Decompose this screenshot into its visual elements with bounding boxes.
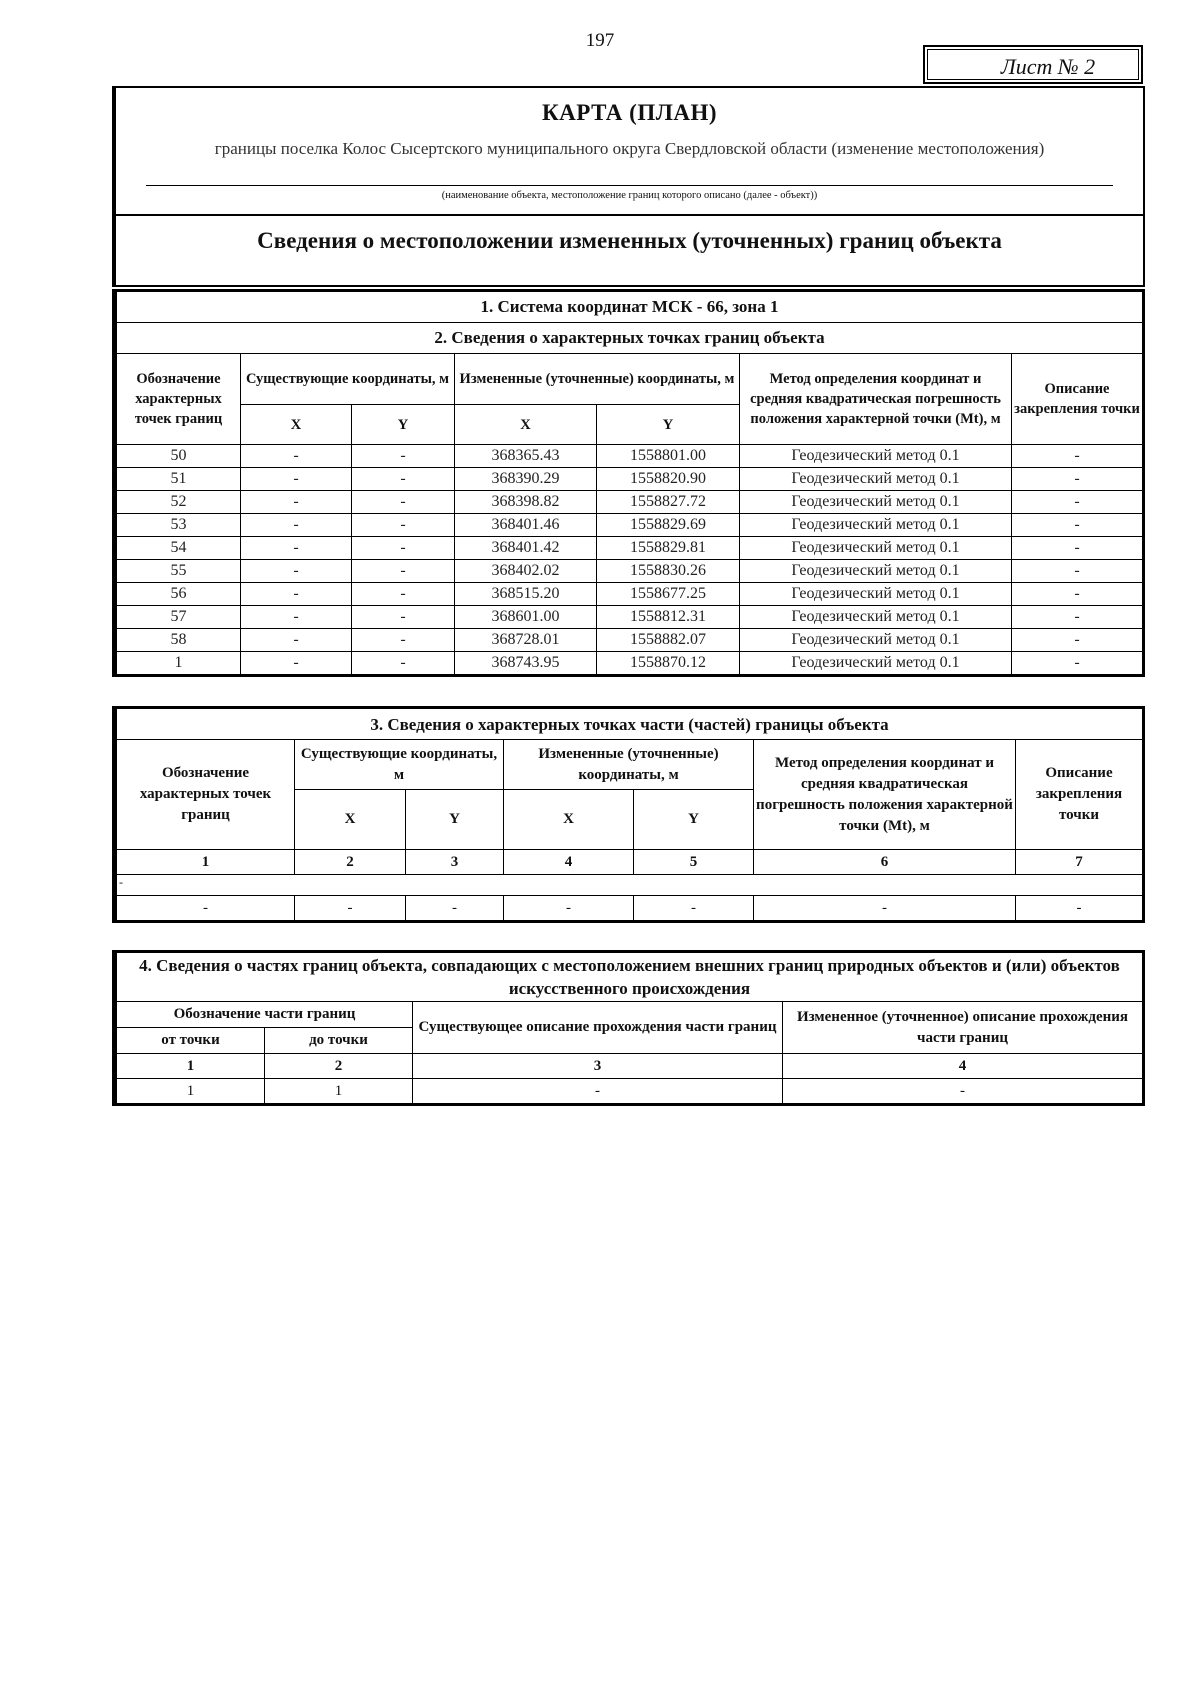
col-changed-description: Измененное (уточненное) описание прохождения части границ (783, 1002, 1143, 1054)
table-cell: - (295, 896, 406, 921)
table-cell: - (1012, 468, 1143, 491)
table-cell: - (1012, 445, 1143, 468)
table-cell: - (241, 468, 352, 491)
table-cell: - (634, 896, 754, 921)
table-cell: - (352, 537, 455, 560)
document-subtitle: границы поселка Колос Сысертского муниципального округа Свердловской области (изменение местоположения) (214, 139, 1045, 158)
table-cell: Геодезический метод 0.1 (740, 629, 1012, 652)
col-number: 1 (117, 850, 295, 875)
col-number: 1 (117, 1054, 265, 1079)
col-changed: Измененные (уточненные) координаты, м (504, 740, 754, 790)
table-row (117, 514, 1143, 537)
table-cell: 55 (117, 560, 241, 583)
table-cell: - (241, 537, 352, 560)
table-cell: - (406, 896, 504, 921)
table-cell: - (241, 514, 352, 537)
col-y: Y (597, 405, 740, 445)
page-number: 197 (585, 30, 615, 51)
table-cell: - (1012, 514, 1143, 537)
table-cell: 1558677.25 (597, 583, 740, 606)
table-cell: - (413, 1079, 783, 1104)
boundary-points-table (112, 289, 1145, 677)
table-cell: - (1012, 583, 1143, 606)
table-cell: - (352, 560, 455, 583)
table-cell: - (783, 1079, 1143, 1104)
table-cell: 50 (117, 445, 241, 468)
subtitle-note: (наименование объекта, местоположение границ которого описано (далее - объект)) (441, 190, 818, 201)
table-cell: Геодезический метод 0.1 (740, 560, 1012, 583)
table-cell: 368601.00 (455, 606, 597, 629)
col-number: 4 (783, 1054, 1143, 1079)
table-cell: 368401.46 (455, 514, 597, 537)
part-span-row: - (117, 875, 1143, 896)
table-cell: 54 (117, 537, 241, 560)
table-row (117, 560, 1143, 583)
table-cell: 1558827.72 (597, 491, 740, 514)
table-cell: Геодезический метод 0.1 (740, 445, 1012, 468)
col-existing: Существующие координаты, м (241, 354, 455, 405)
col-method: Метод определения координат и средняя квадратическая погрешность положения характерной точки (Mt), м (754, 740, 1016, 850)
table-cell: - (352, 445, 455, 468)
table-cell: - (352, 514, 455, 537)
col-y: Y (406, 790, 504, 850)
table-row (117, 606, 1143, 629)
col-method: Метод определения координат и средняя квадратическая погрешность положения характерной точки (Mt), м (740, 354, 1012, 445)
underline (146, 185, 1113, 186)
table-cell: - (352, 606, 455, 629)
col-fixing: Описание закрепления точки (1012, 354, 1143, 445)
col-y: Y (352, 405, 455, 445)
table-cell: 53 (117, 514, 241, 537)
table-cell: - (241, 652, 352, 675)
table-cell: 56 (117, 583, 241, 606)
table-cell: 58 (117, 629, 241, 652)
table-cell: 1558829.81 (597, 537, 740, 560)
col-number: 2 (295, 850, 406, 875)
table-cell: 368743.95 (455, 652, 597, 675)
table-cell: - (352, 491, 455, 514)
table-cell: Геодезический метод 0.1 (740, 491, 1012, 514)
section-title: Сведения о местоположении измененных (уточненных) границ объекта (257, 228, 1002, 253)
document-title: КАРТА (ПЛАН) (541, 100, 718, 125)
table-cell: - (352, 652, 455, 675)
table-cell: Геодезический метод 0.1 (740, 583, 1012, 606)
col-designation: Обозначение характерных точек границ (117, 740, 295, 850)
table-row (117, 445, 1143, 468)
table-row (117, 537, 1143, 560)
col-fixing: Описание закрепления точки (1016, 740, 1143, 850)
table-cell: - (1012, 629, 1143, 652)
table-cell: 1558820.90 (597, 468, 740, 491)
points-caption: 2. Сведения о характерных точках границ объекта (117, 323, 1143, 354)
table-cell: - (1012, 560, 1143, 583)
col-from: от точки (117, 1028, 265, 1054)
col-number: 3 (413, 1054, 783, 1079)
col-x: X (504, 790, 634, 850)
col-number: 7 (1016, 850, 1143, 875)
col-number: 6 (754, 850, 1016, 875)
table-row (117, 491, 1143, 514)
table-cell: Геодезический метод 0.1 (740, 537, 1012, 560)
col-existing-description: Существующее описание прохождения части границ (413, 1002, 783, 1054)
table-cell: - (1012, 537, 1143, 560)
table-cell: 368515.20 (455, 583, 597, 606)
table-row (117, 652, 1143, 675)
col-to: до точки (265, 1028, 413, 1054)
table-cell: - (241, 445, 352, 468)
table-cell: - (754, 896, 1016, 921)
table-cell: 1 (117, 652, 241, 675)
natural-boundaries-caption: 4. Сведения о частях границ объекта, совпадающих с местоположением внешних границ природных объектов и (или) объектов искусственного происхождения (117, 953, 1143, 1002)
table-cell: - (352, 583, 455, 606)
table-cell: 1558812.31 (597, 606, 740, 629)
table-cell: - (1012, 491, 1143, 514)
col-x: X (241, 405, 352, 445)
table-cell: - (352, 629, 455, 652)
col-number: 4 (504, 850, 634, 875)
col-number: 5 (634, 850, 754, 875)
table-cell: Геодезический метод 0.1 (740, 514, 1012, 537)
natural-boundaries-table (112, 950, 1145, 1106)
col-part: Обозначение части границ (117, 1002, 413, 1028)
table-cell: - (241, 583, 352, 606)
col-existing: Существующие координаты, м (295, 740, 504, 790)
table-cell: 368390.29 (455, 468, 597, 491)
col-changed: Измененные (уточненные) координаты, м (455, 354, 740, 405)
table-cell: 1558830.26 (597, 560, 740, 583)
table-cell: - (241, 606, 352, 629)
col-x: X (295, 790, 406, 850)
part-points-caption: 3. Сведения о характерных точках части (частей) границы объекта (117, 709, 1143, 740)
table-cell: - (241, 491, 352, 514)
sheet-label: Лист № 2 (923, 45, 1143, 84)
table-row (117, 629, 1143, 652)
table-cell: 1558801.00 (597, 445, 740, 468)
col-designation: Обозначение характерных точек границ (117, 354, 241, 445)
table-cell: Геодезический метод 0.1 (740, 652, 1012, 675)
table-cell: 52 (117, 491, 241, 514)
col-number: 3 (406, 850, 504, 875)
table-cell: 368398.82 (455, 491, 597, 514)
col-y: Y (634, 790, 754, 850)
table-cell: 1558882.07 (597, 629, 740, 652)
table-cell: 1558829.69 (597, 514, 740, 537)
table-cell: 1 (265, 1079, 413, 1104)
table-cell: 368402.02 (455, 560, 597, 583)
table-cell: 1558870.12 (597, 652, 740, 675)
table-cell: - (117, 896, 295, 921)
table-cell: Геодезический метод 0.1 (740, 468, 1012, 491)
coordinate-system-caption: 1. Система координат МСК - 66, зона 1 (117, 292, 1143, 323)
table-cell: - (1016, 896, 1143, 921)
table-cell: - (1012, 652, 1143, 675)
table-row (117, 583, 1143, 606)
table-cell: - (241, 629, 352, 652)
table-cell: - (504, 896, 634, 921)
section-title-box (112, 214, 1145, 287)
col-x: X (455, 405, 597, 445)
table-cell: 1 (117, 1079, 265, 1104)
table-row (117, 468, 1143, 491)
table-cell: Геодезический метод 0.1 (740, 606, 1012, 629)
table-cell: 57 (117, 606, 241, 629)
document-header (112, 86, 1145, 216)
table-cell: 368401.42 (455, 537, 597, 560)
table-cell: - (241, 560, 352, 583)
part-points-table (112, 706, 1145, 923)
table-cell: - (1012, 606, 1143, 629)
table-cell: 368365.43 (455, 445, 597, 468)
col-number: 2 (265, 1054, 413, 1079)
table-cell: 368728.01 (455, 629, 597, 652)
table-cell: - (352, 468, 455, 491)
table-cell: 51 (117, 468, 241, 491)
